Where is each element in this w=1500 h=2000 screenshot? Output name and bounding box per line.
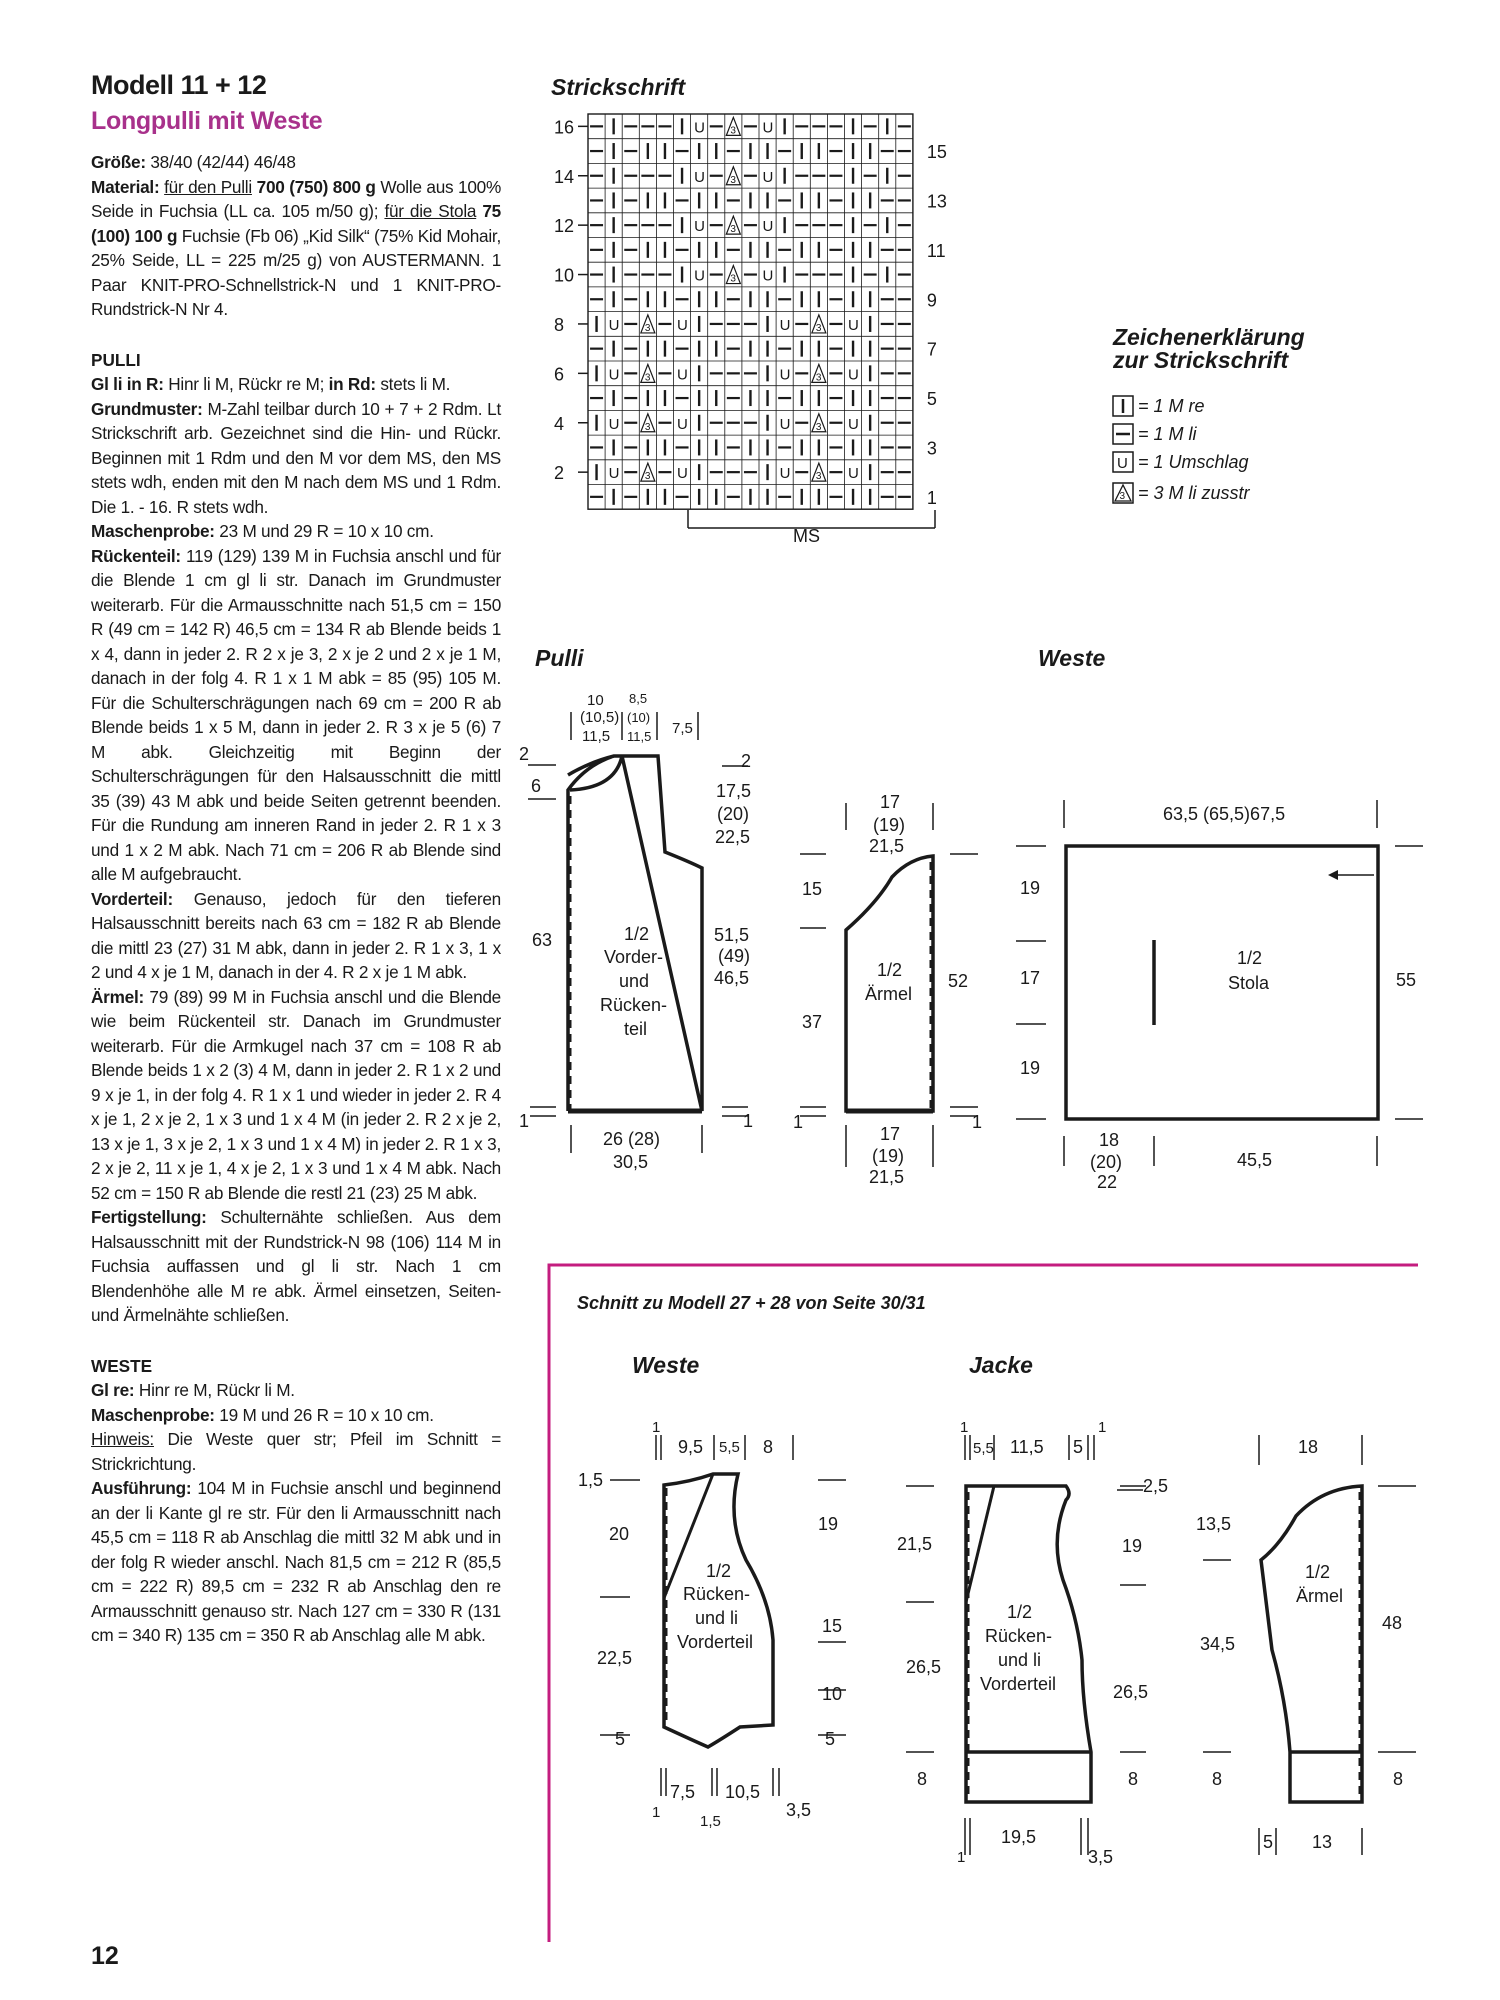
w2-dim-b2: 7,5 [670, 1782, 696, 1802]
chart-row-number-left: 2 [554, 463, 565, 484]
chart-row-number-left: 6 [554, 364, 565, 385]
chart-row-number-right: 1 [926, 487, 937, 508]
stola-piece-label-2: Stola [1228, 973, 1270, 993]
j-dim-t5: 1 [1098, 1419, 1107, 1436]
w2-dim-t2: 9,5 [678, 1437, 704, 1457]
chart-cell-yarnover: U [694, 168, 705, 186]
gl-li-label: Gl li in R: [91, 374, 164, 394]
w2-dim-b3: 10,5 [725, 1782, 761, 1802]
chart-cell-yarnover: U [694, 218, 705, 236]
chart-row-number-left: 8 [554, 314, 565, 335]
chart-cell-yarnover: U [677, 465, 688, 483]
chart-cell-yarnover: U [848, 366, 859, 384]
pulli-dim-shoulder-b2: (10) [627, 710, 651, 725]
weste-schnitt [1016, 800, 1423, 1192]
legend-purl-text: = 1 M li [1138, 424, 1197, 444]
chart-cell-yarnover: U [677, 316, 688, 334]
page-number: 12 [91, 1942, 119, 1970]
material-pulli-link: für den Pulli [164, 176, 252, 197]
stola-dim-left-a: 19 [1020, 878, 1041, 898]
legend-dec-text: = 3 M li zusstr [1138, 483, 1250, 503]
chart-cell-yarnover: U [694, 119, 705, 137]
w2-dim-r5: 5 [825, 1729, 836, 1749]
chart-cell-yarnover: U [779, 415, 791, 433]
weste-probe-text: 19 M und 26 R = 10 x 10 cm. [214, 1404, 434, 1425]
ja-dim-b1: 5 [1263, 1832, 1274, 1852]
chart-cell-decrease-label: 3 [730, 174, 736, 186]
ja-dim-b2: 13 [1312, 1832, 1333, 1852]
chart-row-number-right: 7 [926, 339, 937, 360]
chart-cell-yarnover: U [848, 415, 859, 433]
hinweis-label: Hinweis: [91, 1429, 154, 1449]
aermel-dim-top-1: 17 [880, 792, 901, 812]
ms-label: MS [793, 526, 820, 546]
ja-piece-2: Ärmel [1296, 1586, 1344, 1606]
aermel-dim-body: 37 [802, 1012, 823, 1032]
chart-cell-yarnover: U [677, 415, 688, 433]
pulli-piece-label-5: teil [624, 1019, 648, 1039]
pulli-dim-shoulder-3: 22,5 [715, 827, 751, 847]
chart-cell-decrease-label: 3 [815, 421, 822, 433]
legend-title-1: Zeichenerklärung [1113, 324, 1305, 350]
w2-dim-l20: 20 [609, 1524, 630, 1544]
j-dim-r19: 19 [1122, 1536, 1143, 1556]
w2-dim-r19: 19 [818, 1514, 839, 1534]
model-subtitle: Longpulli mit Weste [91, 107, 323, 135]
schnitt2-weste [578, 1419, 846, 1830]
j-dim-b3: 3,5 [1088, 1847, 1114, 1867]
ausfuehrung-label: Ausführung: [91, 1478, 192, 1498]
chart-cell-yarnover: U [677, 366, 688, 384]
pulli-dim-side-1: 51,5 [714, 925, 750, 945]
j-dim-t1: 1 [960, 1419, 969, 1436]
grundmuster-text: M-Zahl teilbar durch 10 + 7 + 2 Rdm. Lt Strickschrift arb. Gezeichnet sind die Hin- und Rückr. Beginnen mit 1 Rdm und den M vor dem MS, den MS stets wdh, enden mit den M nach dem MS und 1 Rdm. Die 1. - 16. R stets wdh. [91, 398, 501, 517]
chart-cell-decrease-label: 3 [815, 471, 822, 483]
chart-row-number-right: 9 [926, 290, 937, 311]
weste-heading: WESTE [91, 1355, 153, 1376]
pulli-dim-top-c: 7,5 [672, 720, 693, 737]
chart-row-number-left: 12 [554, 216, 575, 237]
vorderteil-label: Vorderteil: [91, 888, 173, 909]
fertigstellung-label: Fertigstellung: [91, 1207, 207, 1227]
schnitt2-jacke-title: Jacke [969, 1352, 1033, 1378]
grundmuster-label: Grundmuster: [91, 398, 203, 419]
aermel-dim-bottom-1: 17 [880, 1124, 901, 1144]
strickschrift-grid [588, 114, 913, 509]
w2-dim-t3: 5,5 [719, 1439, 740, 1456]
rueckenteil-text: 119 (129) 139 M in Fuchsia anschl und für die Blende 1 cm gl li str. Danach im Grundmuster weiterarb. Für die Armausschnitte nach 51,5 cm = 150 R (49 cm = 142 R) 46,5 cm = 134 R ab Blende beids 1 x 4, dann in jeder 2. R 2 x je 3, 2 x je 2 und 2 x je 1 M, danach in der folg 4. R 1 x 1 M abk = 85 (95) 105 M. Für die Schulterschrägungen nach 69 cm = 200 R ab Blende beids 1 x 5 M, dann in jeder 2. R 3 x je 5 (6) 7 M abk. Gleichzeitig mit Beginn der Schulterschrägungen für den Halsausschnitt die mittl 35 (39) 43 M abk und beide Seiten getrennt beenden. Für die Rundung am inneren Rand in jeder 2. R 1 x 3 und 1 x 2 M abk. Nach 71 cm = 206 R ab Blende sind alle M aufgebraucht. [91, 545, 501, 884]
ja-dim-l8: 8 [1212, 1769, 1223, 1789]
chart-cell-decrease-label: 3 [730, 273, 736, 285]
chart-cell-yarnover: U [608, 465, 620, 483]
chart-cell-decrease-label: 3 [644, 322, 651, 334]
pulli-dim-width-1: 26 (28) [603, 1129, 661, 1149]
chart-cell-decrease-label: 3 [815, 372, 822, 384]
aermel-label: Ärmel: [91, 986, 144, 1007]
aermel-dim-total: 52 [948, 971, 969, 991]
pulli-dim-bottom-right: 1 [743, 1111, 754, 1131]
j-dim-r26: 26,5 [1113, 1682, 1149, 1702]
pulli-dim-shoulder-b: 8,5 [629, 691, 648, 706]
chart-cell-yarnover: U [848, 316, 859, 334]
chart-cell-decrease-label: 3 [815, 322, 822, 334]
chart-cell-decrease-label: 3 [644, 421, 651, 433]
maschenprobe-label: Maschenprobe: [91, 521, 215, 541]
j-dim-r8: 8 [1128, 1769, 1139, 1789]
chart-row-number-right: 13 [926, 191, 947, 212]
chart-row-number-right: 5 [926, 389, 937, 410]
chart-row-number-left: 16 [554, 117, 575, 138]
weste-probe-label: Maschenprobe: [91, 1404, 215, 1425]
legend-yo-item [1113, 452, 1249, 472]
ja-dim-r8: 8 [1393, 1769, 1404, 1789]
chart-row-number-right: 3 [926, 438, 937, 459]
dec-symbol: 3 [1119, 491, 1126, 502]
pulli-dim-shoulder-b3: 11,5 [627, 729, 652, 744]
ja-piece-1: 1/2 [1305, 1562, 1331, 1582]
aermel-piece-label-2: Ärmel [865, 984, 913, 1004]
chart-cell-yarnover: U [608, 316, 620, 334]
legend-title-2: zur Strickschrift [1113, 347, 1289, 373]
material-stola-text: Fuchsie (Fb 06) „Kid Silk“ (75% Kid Mohair, 25% Seide, LL = 225 m/25 g) von AUSTERMANN. 1 Paar KNIT-PRO-Schnellstrick-N und 1 KNIT-PRO-Rundstrick-N Nr 4. [91, 225, 501, 319]
chart-cell-yarnover: U [762, 218, 774, 236]
chart-cell-yarnover: U [608, 415, 620, 433]
w2-piece-3: und li [695, 1608, 739, 1628]
pulli-dim-side-3: 46,5 [714, 968, 750, 988]
pulli-dim-neck-a: 10 [587, 692, 604, 709]
legend-yo-text: = 1 Umschlag [1138, 452, 1249, 472]
legend [1112, 324, 1305, 503]
ja-dim-l13: 13,5 [1196, 1514, 1232, 1534]
stola-piece-label-1: 1/2 [1237, 948, 1263, 968]
legend-knit-text: = 1 M re [1138, 396, 1205, 416]
aermel-dim-bottom-2: (19) [872, 1146, 905, 1166]
legend-purl-item [1113, 424, 1198, 444]
stola-dim-left-b: 17 [1020, 968, 1041, 988]
arrow-head-icon [1328, 870, 1338, 880]
chart-cell-yarnover: U [762, 168, 774, 186]
chart-cell-yarnover: U [848, 465, 859, 483]
rueckenteil-label: Rückenteil: [91, 545, 181, 566]
schnitt2-jacke [897, 1419, 1416, 1867]
size-value: 38/40 (42/44) 46/48 [145, 152, 296, 172]
aermel-piece-label-1: 1/2 [877, 960, 903, 980]
w2-piece-4: Vorderteil [677, 1632, 754, 1652]
w2-dim-b1: 1 [652, 1804, 661, 1821]
j-dim-l21: 21,5 [897, 1534, 933, 1554]
chart-cell-yarnover: U [779, 465, 791, 483]
j-piece-3: und li [998, 1650, 1042, 1670]
aermel-dim-bottom-3: 21,5 [869, 1167, 905, 1187]
j-dim-t2: 5,5 [973, 1440, 994, 1457]
size-label: Größe: [91, 152, 146, 172]
gl-rd-text: stets li M. [375, 374, 451, 394]
w2-piece-1: 1/2 [706, 1561, 732, 1581]
chart-row-number-right: 15 [926, 142, 947, 163]
ja-dim-r48: 48 [1382, 1613, 1403, 1633]
chart-cell-yarnover: U [779, 366, 791, 384]
j-piece-1: 1/2 [1007, 1602, 1033, 1622]
chart-cell-yarnover: U [608, 366, 620, 384]
w2-dim-b4: 1,5 [700, 1813, 721, 1830]
pulli-dim-right-2: 2 [741, 751, 752, 771]
ja-dim-top: 18 [1298, 1437, 1319, 1457]
pulli-dim-left-2: 2 [519, 744, 530, 764]
material-pulli-text: Wolle aus 100% Seide in Fuchsia (LL ca. 105 m/50 g); [91, 176, 502, 221]
j-dim-r25: 2,5 [1143, 1476, 1169, 1496]
pulli-dim-neck-a3: 11,5 [582, 728, 611, 745]
model-title: Modell 11 + 12 [91, 70, 267, 100]
material-stola-link: für die Stola [384, 201, 477, 221]
j-piece-2: Rücken- [985, 1626, 1053, 1646]
j-dim-t3: 11,5 [1010, 1437, 1044, 1457]
ausfuehrung-text: 104 M in Fuchsie anschl und beginnend an der li Kante gl re str. Für den li Armausschnitt nach 45,5 cm = 118 R ab Anschlag die mittl 32 M abk und in der folg R wieder anschl. Nach 81,5 cm = 212 R (85,5 cm = 222 R) 89,5 cm = 232 R ab Anschlag den re Armausschnitt genauso str. Nach 127 cm = 330 R (131 cm = 340 R) 135 cm = 350 R ab Anschlag alle M abk. [91, 1478, 501, 1645]
stola-dim-left-c: 19 [1020, 1058, 1041, 1078]
w2-dim-t4: 8 [763, 1437, 774, 1457]
aermel-text: 79 (89) 99 M in Fuchsia anschl und die Blende wie beim Rückenteil str. Danach im Grundmuster weiterarb. Für die Armkugel nach 37 cm = 108 R ab Blende beids 1 x 2 (3) 4 M, dann in jeder 2. R 1 x 2 und 9 x je 1, in der folg 4. R 1 x 1 und wieder in jeder 2. R 4 x je 1, 2 x je 2, 1 x 3 und 1 x 4 M (in jeder 2. R 2 x je 2, 13 x je 1, 3 x je 2, 1 x 3 und 1 x 4 M) in jeder 2. R 1 x 3, 2 x je 2, 11 x je 1, 4 x je 2, 1 x 3 und 1 x 4 M abk. Nach 52 cm = 150 R ab Blende die restl 21 (23) 25 M abk. [91, 986, 501, 1203]
pulli-schnitt [519, 691, 753, 1172]
pulli-piece-label-3: und [619, 971, 650, 991]
legend-dec-item [1113, 483, 1251, 503]
pulli-heading: PULLI [91, 349, 141, 370]
ms-bracket [688, 510, 935, 546]
weste-schnitt-title: Weste [1038, 645, 1106, 671]
aermel-dim-cap: 15 [802, 879, 823, 899]
gl-rd-label: in Rd: [328, 374, 376, 394]
chart-row-number-left: 4 [554, 413, 565, 434]
schnitt2-title: Schnitt zu Modell 27 + 28 von Seite 30/31 [577, 1293, 926, 1313]
chart-cell-decrease-label: 3 [730, 125, 736, 137]
w2-dim-r10: 10 [822, 1684, 843, 1704]
chart-cell-yarnover: U [694, 267, 705, 285]
w2-dim-l5: 5 [615, 1729, 626, 1749]
gl-re-label: Gl re: [91, 1380, 135, 1400]
w2-dim-t1: 1 [652, 1419, 661, 1436]
j-dim-t4: 5 [1073, 1437, 1084, 1457]
ja-dim-l34: 34,5 [1200, 1634, 1236, 1654]
stola-dim-top: 63,5 (65,5)67,5 [1163, 804, 1286, 824]
yo-symbol: U [1117, 455, 1128, 472]
maschenprobe-text: 23 M und 29 R = 10 x 10 cm. [214, 521, 434, 541]
pulli-dim-bottom-left: 1 [519, 1111, 530, 1131]
j-dim-l26: 26,5 [906, 1657, 942, 1677]
w2-dim-b5: 3,5 [786, 1800, 812, 1820]
pulli-dim-left-6: 6 [531, 776, 542, 796]
aermel-dim-top-3: 21,5 [869, 836, 905, 856]
pulli-dim-shoulder-1: 17,5 [716, 781, 752, 801]
vorderteil-text: Genauso, jedoch für den tieferen Halsausschnitt bereits nach 63 cm = 182 R ab Blende die mittl 23 (27) 31 M abk, dann in jeder 2. R 1 x 3, 1 x 2 und 4 x je 1 M, danach in der 4. R 2 x je 1 M abk. [91, 888, 501, 982]
chart-cell-decrease-label: 3 [730, 224, 736, 236]
aermel-dim-bottom-right: 1 [972, 1112, 983, 1132]
stola-dim-bottom-right: 45,5 [1237, 1150, 1273, 1170]
pulli-dim-neck-a2: (10,5) [580, 709, 620, 726]
j-dim-b1: 1 [957, 1849, 966, 1866]
pulli-dim-height: 63 [532, 930, 553, 950]
stola-dim-bottom-3: 22 [1097, 1172, 1118, 1192]
legend-knit-item [1113, 396, 1205, 416]
stola-outline [1066, 846, 1378, 1119]
material-stola-amount: 75 (100) 100 g [91, 201, 501, 246]
gl-re-text: Hinr re M, Rückr li M. [134, 1380, 295, 1400]
aermel-schnitt [793, 792, 982, 1187]
pulli-piece-label-4: Rücken- [600, 995, 668, 1015]
gl-li-text: Hinr li M, Rückr re M; [163, 374, 329, 394]
pulli-piece-label-1: 1/2 [624, 924, 650, 944]
chart-row-number-left: 14 [554, 166, 575, 187]
stola-dim-right: 55 [1396, 970, 1417, 990]
stola-dim-bottom-1: 18 [1099, 1130, 1120, 1150]
schnitt2-weste-title: Weste [632, 1352, 700, 1378]
j-dim-b2: 19,5 [1001, 1827, 1037, 1847]
j-dim-l8: 8 [917, 1769, 928, 1789]
pulli-schnitt-title: Pulli [535, 645, 584, 671]
strickschrift-title: Strickschrift [551, 74, 686, 100]
pulli-dim-shoulder-2: (20) [717, 804, 750, 824]
chart-cell-yarnover: U [762, 119, 774, 137]
chart-row-number-right: 11 [926, 240, 946, 261]
chart-cell-decrease-label: 3 [644, 372, 651, 384]
pulli-dim-width-2: 30,5 [613, 1152, 649, 1172]
material-label: Material: [91, 176, 160, 197]
hinweis-text: Die Weste quer str; Pfeil im Schnitt = Strickrichtung. [91, 1429, 501, 1474]
aermel-dim-bottom-left: 1 [793, 1112, 804, 1132]
aermel-dim-top-2: (19) [873, 815, 906, 835]
pulli-dim-side-2: (49) [718, 946, 751, 966]
chart-cell-yarnover: U [762, 267, 774, 285]
pulli-piece-label-2: Vorder- [604, 947, 664, 967]
fertigstellung-text: Schulternähte schließen. Aus dem Halsausschnitt mit der Rundstrick-N 98 (106) 114 M in Fuchsia auffassen und gl li str. Nach 1 cm Blendenhöhe alle M re abk. Ärmel einsetzen, Seiten- und Ärmelnähte schließen. [91, 1207, 501, 1325]
w2-piece-2: Rücken- [683, 1584, 751, 1604]
chart-cell-decrease-label: 3 [644, 471, 651, 483]
chart-row-number-left: 10 [554, 265, 575, 286]
chart-cell-yarnover: U [779, 316, 791, 334]
material-pulli-amount: 700 (750) 800 g [256, 176, 376, 197]
w2-dim-l22: 22,5 [597, 1648, 633, 1668]
ja-outline [1261, 1486, 1362, 1802]
w2-dim-r15: 15 [822, 1616, 843, 1636]
stola-dim-bottom-2: (20) [1090, 1152, 1123, 1172]
w2-dim-l15: 1,5 [578, 1470, 604, 1490]
j-piece-4: Vorderteil [980, 1674, 1057, 1694]
